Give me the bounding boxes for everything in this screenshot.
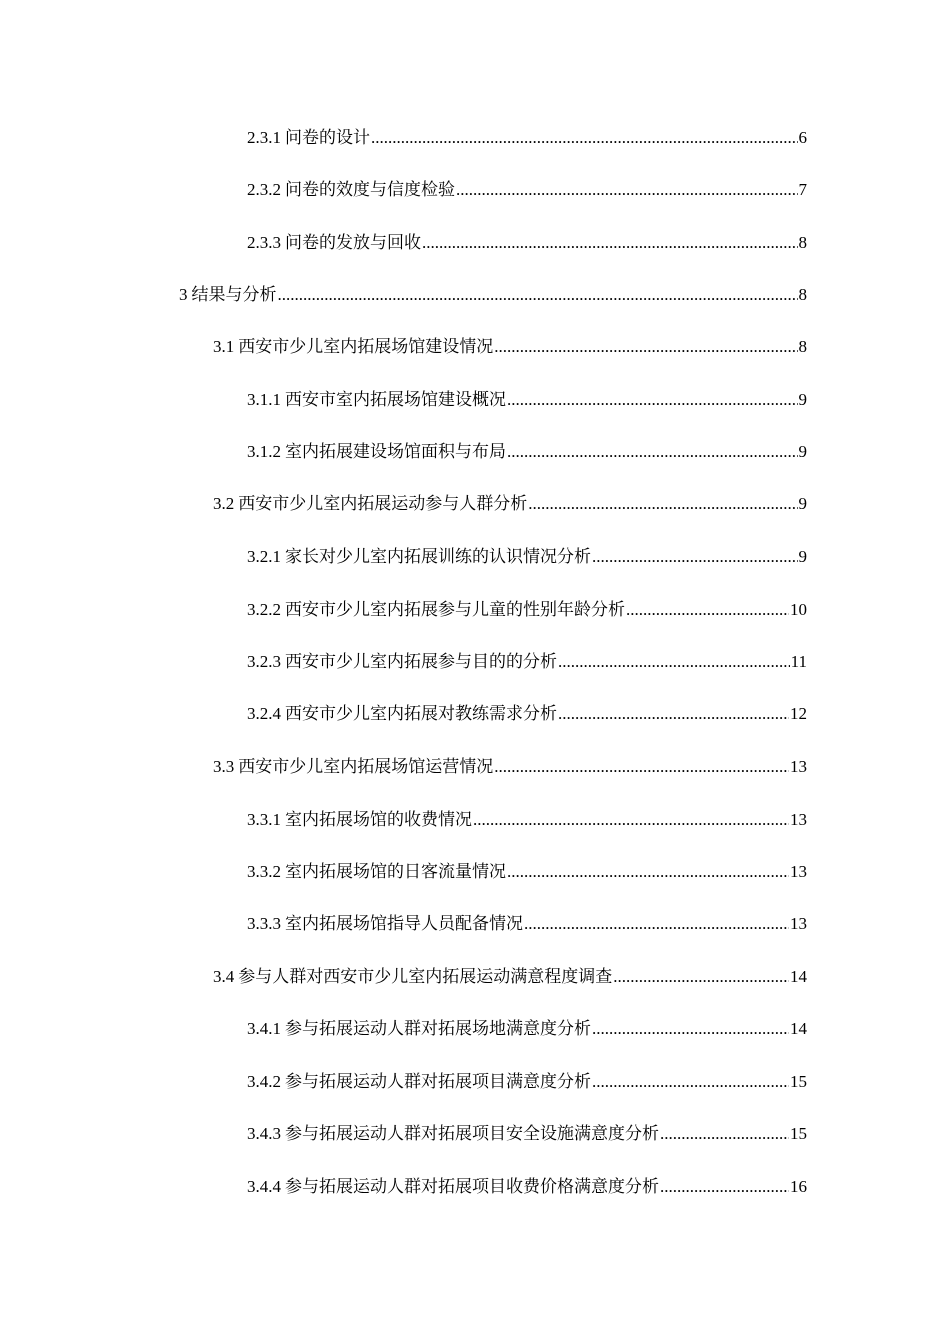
toc-entry-page: 13 (790, 757, 807, 776)
toc-entry-title: 参与人群对西安市少儿室内拓展运动满意程度调查 (238, 967, 613, 986)
toc-entry-3-4-4[interactable] (247, 1174, 807, 1200)
toc-entry-number: 3.4 (213, 967, 235, 986)
toc-entry-3-3-2[interactable] (247, 859, 807, 885)
toc-entry-2-3-3[interactable] (247, 230, 807, 256)
toc-entry-title: 参与拓展运动人群对拓展项目安全设施满意度分析 (285, 1124, 659, 1143)
toc-entry-number: 3.2.2 (247, 600, 281, 619)
toc-entry-page: 8 (798, 285, 807, 304)
toc-dot-leader (592, 1069, 789, 1095)
toc-entry-page: 13 (790, 914, 807, 933)
toc-dot-leader (456, 177, 798, 203)
toc-entry-page: 9 (798, 442, 807, 461)
toc-entry-number: 3.4.3 (247, 1124, 281, 1143)
toc-dot-leader (494, 334, 797, 360)
toc-entry-number: 3.2.3 (247, 652, 281, 671)
toc-entry-title: 西安市少儿室内拓展参与目的的分析 (285, 652, 557, 671)
toc-entry-number: 3.3.2 (247, 862, 281, 881)
toc-entry-page: 15 (790, 1124, 807, 1143)
toc-entry-title: 西安市少儿室内拓展场馆运营情况 (238, 757, 494, 776)
toc-entry-number: 3.1.1 (247, 390, 281, 409)
toc-dot-leader (626, 597, 789, 623)
toc-entry-page: 12 (790, 704, 807, 723)
toc-entry-page: 14 (790, 1019, 807, 1038)
toc-entry-number: 2.3.2 (247, 180, 281, 199)
toc-entry-title: 西安市少儿室内拓展运动参与人群分析 (238, 494, 528, 513)
toc-entry-3-2-3[interactable] (247, 649, 807, 675)
toc-entry-title: 室内拓展场馆的收费情况 (285, 810, 472, 829)
toc-entry-number: 3.2 (213, 494, 235, 513)
toc-entry-number: 3.1.2 (247, 442, 281, 461)
toc-dot-leader (507, 439, 798, 465)
toc-entry-number: 3.3.1 (247, 810, 281, 829)
toc-entry-page: 8 (798, 337, 807, 356)
toc-entry-title: 西安市室内拓展场馆建设概况 (285, 390, 506, 409)
toc-dot-leader (507, 387, 798, 413)
toc-entry-3-1-2[interactable] (247, 439, 807, 465)
toc-entry-page: 16 (790, 1177, 807, 1196)
toc-entry-number: 3.1 (213, 337, 235, 356)
toc-entry-title: 西安市少儿室内拓展参与儿童的性别年龄分析 (285, 600, 625, 619)
toc-entry-3-3-1[interactable] (247, 807, 807, 833)
toc-entry-number: 3.4.4 (247, 1177, 281, 1196)
toc-entry-3-4-2[interactable] (247, 1069, 807, 1095)
toc-entry-number: 2.3.3 (247, 233, 281, 252)
toc-entry-3-2-1[interactable] (247, 544, 807, 570)
toc-dot-leader (494, 754, 789, 780)
toc-entry-2-3-2[interactable] (247, 177, 807, 203)
toc-dot-leader (278, 282, 798, 308)
toc-dot-leader (422, 230, 798, 256)
toc-entry-page: 9 (798, 494, 807, 513)
toc-entry-3-2-4[interactable] (247, 701, 807, 727)
toc-entry-title: 家长对少儿室内拓展训练的认识情况分析 (285, 547, 591, 566)
toc-entry-number: 3.3.3 (247, 914, 281, 933)
toc-entry-title: 问卷的设计 (285, 128, 370, 147)
toc-entry-title: 问卷的效度与信度检验 (285, 180, 455, 199)
toc-entry-page: 7 (798, 180, 807, 199)
toc-entry-page: 8 (798, 233, 807, 252)
toc-entry-title: 参与拓展运动人群对拓展场地满意度分析 (285, 1019, 591, 1038)
toc-entry-3-1[interactable] (213, 334, 807, 360)
toc-dot-leader (524, 911, 789, 937)
toc-dot-leader (592, 1016, 789, 1042)
toc-entry-number: 3 (179, 285, 188, 304)
toc-dot-leader (558, 649, 790, 675)
toc-entry-page: 6 (798, 128, 807, 147)
toc-entry-title: 西安市少儿室内拓展场馆建设情况 (238, 337, 494, 356)
toc-dot-leader (660, 1121, 789, 1147)
toc-entry-3-2-2[interactable] (247, 597, 807, 623)
toc-entry-3-3[interactable] (213, 754, 807, 780)
toc-entry-number: 3.2.1 (247, 547, 281, 566)
toc-entry-3[interactable] (179, 282, 807, 308)
toc-entry-3-3-3[interactable] (247, 911, 807, 937)
toc-entry-title: 室内拓展建设场馆面积与布局 (285, 442, 506, 461)
toc-dot-leader (613, 964, 789, 990)
toc-dot-leader (507, 859, 789, 885)
toc-entry-page: 9 (798, 547, 807, 566)
toc-entry-number: 3.3 (213, 757, 235, 776)
toc-entry-title: 问卷的发放与回收 (285, 233, 421, 252)
toc-entry-page: 13 (790, 862, 807, 881)
toc-entry-title: 结果与分析 (191, 285, 277, 304)
toc-entry-page: 14 (790, 967, 807, 986)
toc-entry-number: 3.2.4 (247, 704, 281, 723)
toc-entry-3-4-3[interactable] (247, 1121, 807, 1147)
toc-dot-leader (528, 491, 797, 517)
toc-entry-title: 室内拓展场馆的日客流量情况 (285, 862, 506, 881)
toc-entry-title: 参与拓展运动人群对拓展项目满意度分析 (285, 1072, 591, 1091)
toc-entry-number: 2.3.1 (247, 128, 281, 147)
toc-entry-number: 3.4.1 (247, 1019, 281, 1038)
toc-dot-leader (473, 807, 789, 833)
toc-entry-page: 15 (790, 1072, 807, 1091)
toc-entry-3-2[interactable] (213, 491, 807, 517)
toc-entry-2-3-1[interactable] (247, 125, 807, 151)
toc-entry-page: 11 (790, 652, 807, 671)
toc-entry-page: 13 (790, 810, 807, 829)
toc-dot-leader (592, 544, 798, 570)
toc-entry-title: 西安市少儿室内拓展对教练需求分析 (285, 704, 557, 723)
toc-entry-3-4[interactable] (213, 964, 807, 990)
toc-entry-3-4-1[interactable] (247, 1016, 807, 1042)
toc-entry-title: 参与拓展运动人群对拓展项目收费价格满意度分析 (285, 1177, 659, 1196)
toc-entry-number: 3.4.2 (247, 1072, 281, 1091)
toc-entry-title: 室内拓展场馆指导人员配备情况 (285, 914, 523, 933)
toc-entry-page: 9 (798, 390, 807, 409)
toc-entry-page: 10 (790, 600, 807, 619)
toc-dot-leader (371, 125, 798, 151)
toc-dot-leader (660, 1174, 789, 1200)
toc-dot-leader (558, 701, 789, 727)
toc-entry-3-1-1[interactable] (247, 387, 807, 413)
